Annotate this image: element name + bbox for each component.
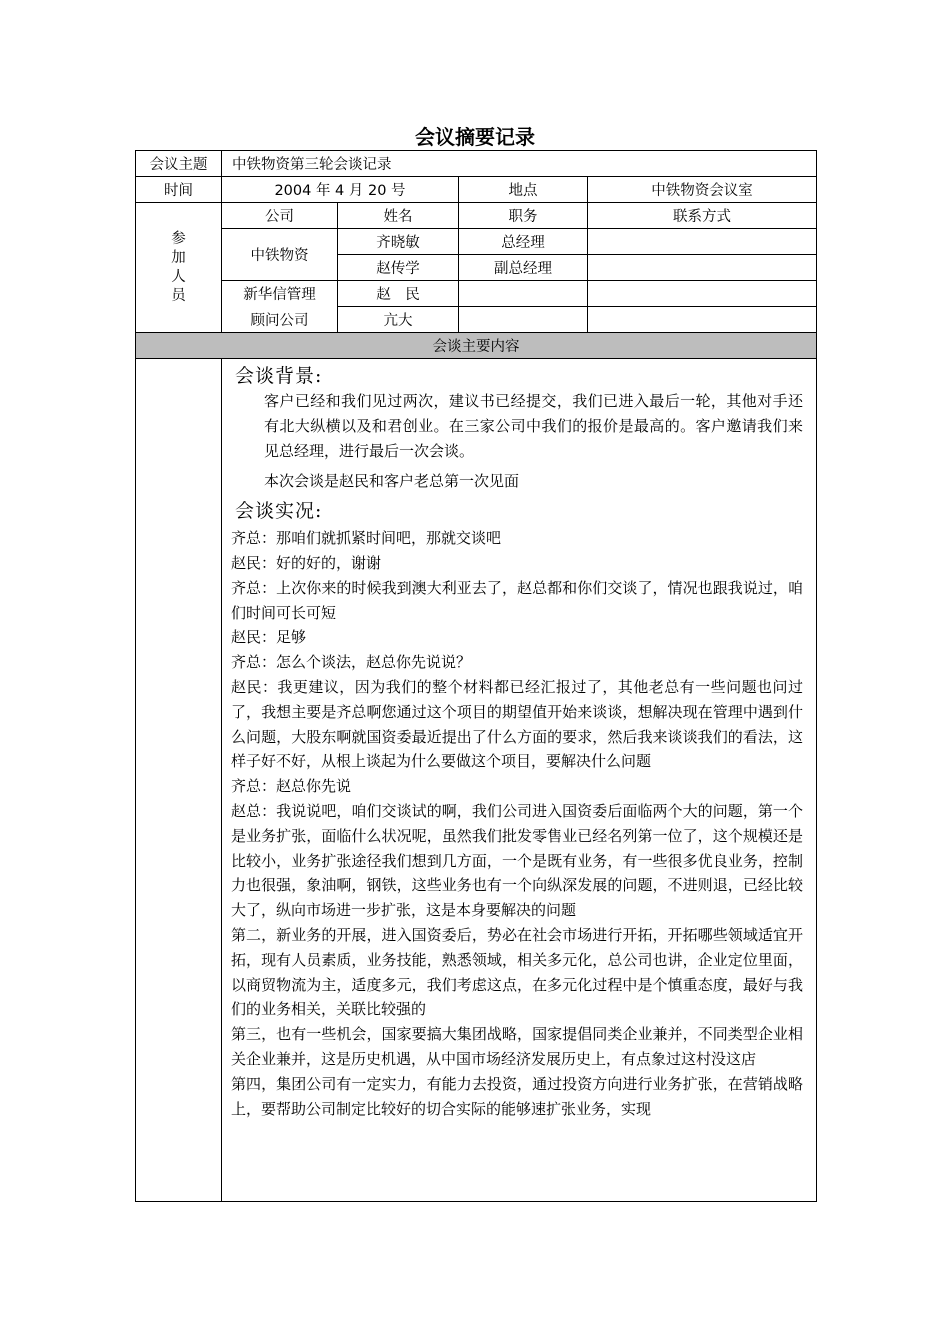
attendee-contact [588,255,817,281]
attendee-position [459,281,588,307]
attendees-header-row [136,203,817,229]
content-row [136,359,817,1202]
column-position: 职务 [459,203,588,229]
attendee-contact [588,229,817,255]
place-value: 中铁物资会议室 [588,177,817,203]
topic-row [136,151,817,177]
attendees-label-char: 加 [171,249,186,266]
background-paragraph: 客户已经和我们见过两次，建议书已经提交，我们已进入最后一轮，其他对手还有北大纵横以及和君创业。在三家公司中我们的报价是最高的。客户邀请我们来见总经理，进行最后一次会谈。 [264,392,803,460]
background-paragraph: 本次会谈是赵民和客户老总第一次见面 [264,472,520,491]
attendee-name: 齐晓敏 [338,229,459,255]
attendee-position: 副总经理 [459,255,588,281]
transcript-line: 齐总：那咱们就抓紧时间吧，那就交谈吧 [231,529,502,548]
attendees-label-char: 人 [171,268,186,285]
transcript-line: 赵民：我更建议，因为我们的整个材料都已经汇报过了，其他老总有一些问题也问过了，我想主要是齐总啊您通过这个项目的期望值开始来谈谈，想解决现在管理中遇到什么问题，大股东啊就国资委最近提出了什么方面的要求，然后我来谈谈我们的看法，这样子好不好，从根上谈起为什么要做这个项目，要解决什么问题 [231,677,803,771]
time-label: 时间 [136,177,222,203]
transcript-line: 第三，也有一些机会，国家要搞大集团战略，国家提倡同类企业兼并，不同类型企业相关企业兼并，这是历史机遇，从中国市场经济发展历史上，有点象过这村没这店 [231,1025,803,1068]
attendee-row [136,307,817,333]
transcript-line: 第四，集团公司有一定实力，有能力去投资，通过投资方向进行业务扩张，在营销战略上，要帮助公司制定比较好的切合实际的能够速扩张业务，实现 [231,1074,803,1118]
attendee-name: 亢大 [338,307,459,333]
transcript-section [231,526,803,1121]
transcript-line: 赵民：好的好的，谢谢 [231,553,382,572]
content-main-cell [222,359,817,1202]
company-xhx-line1: 新华信管理 [222,281,338,307]
time-row [136,177,817,203]
content-left-cell [136,359,222,1202]
attendee-position [459,307,588,333]
background-heading: 会谈背景: [235,365,323,387]
attendee-contact [588,281,817,307]
meeting-table [135,150,817,1202]
attendees-label-char: 员 [171,287,186,304]
attendee-row [136,229,817,255]
column-name: 姓名 [338,203,459,229]
attendee-contact [588,307,817,333]
minutes-body [231,359,803,1121]
attendees-label [136,203,222,333]
attendee-name: 赵 民 [338,281,459,307]
time-value: 2004 年 4 月 20 号 [222,177,459,203]
attendee-position: 总经理 [459,229,588,255]
section-title: 会谈主要内容 [136,333,817,359]
transcript-line: 赵民：足够 [231,628,307,647]
content-section-header [136,333,817,359]
attendee-row [136,281,817,307]
document-title: 会议摘要记录 [415,125,535,149]
transcript-heading: 会谈实况: [235,500,323,523]
transcript-line: 齐总：上次你来的时候我到澳大利亚去了，赵总都和你们交谈了，情况也跟我说过，咱们时间可长可短 [231,578,803,622]
transcript-line: 齐总：怎么个谈法，赵总你先说说？ [231,653,472,672]
company-xhx-line2: 顾问公司 [222,307,338,333]
column-company: 公司 [222,203,338,229]
attendee-name: 赵传学 [338,255,459,281]
transcript-line: 第二，新业务的开展，进入国资委后，势必在社会市场进行开拓，开拓哪些领域适宜开拓，现有人员素质，业务技能，熟悉领域，相关多元化，总公司也讲，企业定位里面，以商贸物流为主，适度多元，我们考虑这点，在多元化过程中是个慎重态度，最好与我们的业务相关，关联比较强的 [231,925,803,1019]
company-ztwz: 中铁物资 [222,229,338,281]
background-section [231,389,803,494]
transcript-line: 赵总：我说说吧，咱们交谈试的啊，我们公司进入国资委后面临两个大的问题，第一个是业务扩张，面临什么状况呢，虽然我们批发零售业已经名列第一位了，这个规模还是比较小，业务扩张途径我们想到几方面，一个是既有业务，有一些很多优良业务，控制力也很强，象油啊，钢铁，这些业务也有一个向纵深发展的问题，不进则退，已经比较大了，纵向市场进一步扩张，这是本身要解决的问题 [231,801,803,920]
transcript-line: 齐总：赵总你先说 [231,777,352,796]
column-contact: 联系方式 [588,203,817,229]
place-label: 地点 [459,177,588,203]
attendees-label-char: 参 [171,230,186,247]
topic-value: 中铁物资第三轮会谈记录 [222,151,817,177]
topic-label: 会议主题 [136,151,222,177]
